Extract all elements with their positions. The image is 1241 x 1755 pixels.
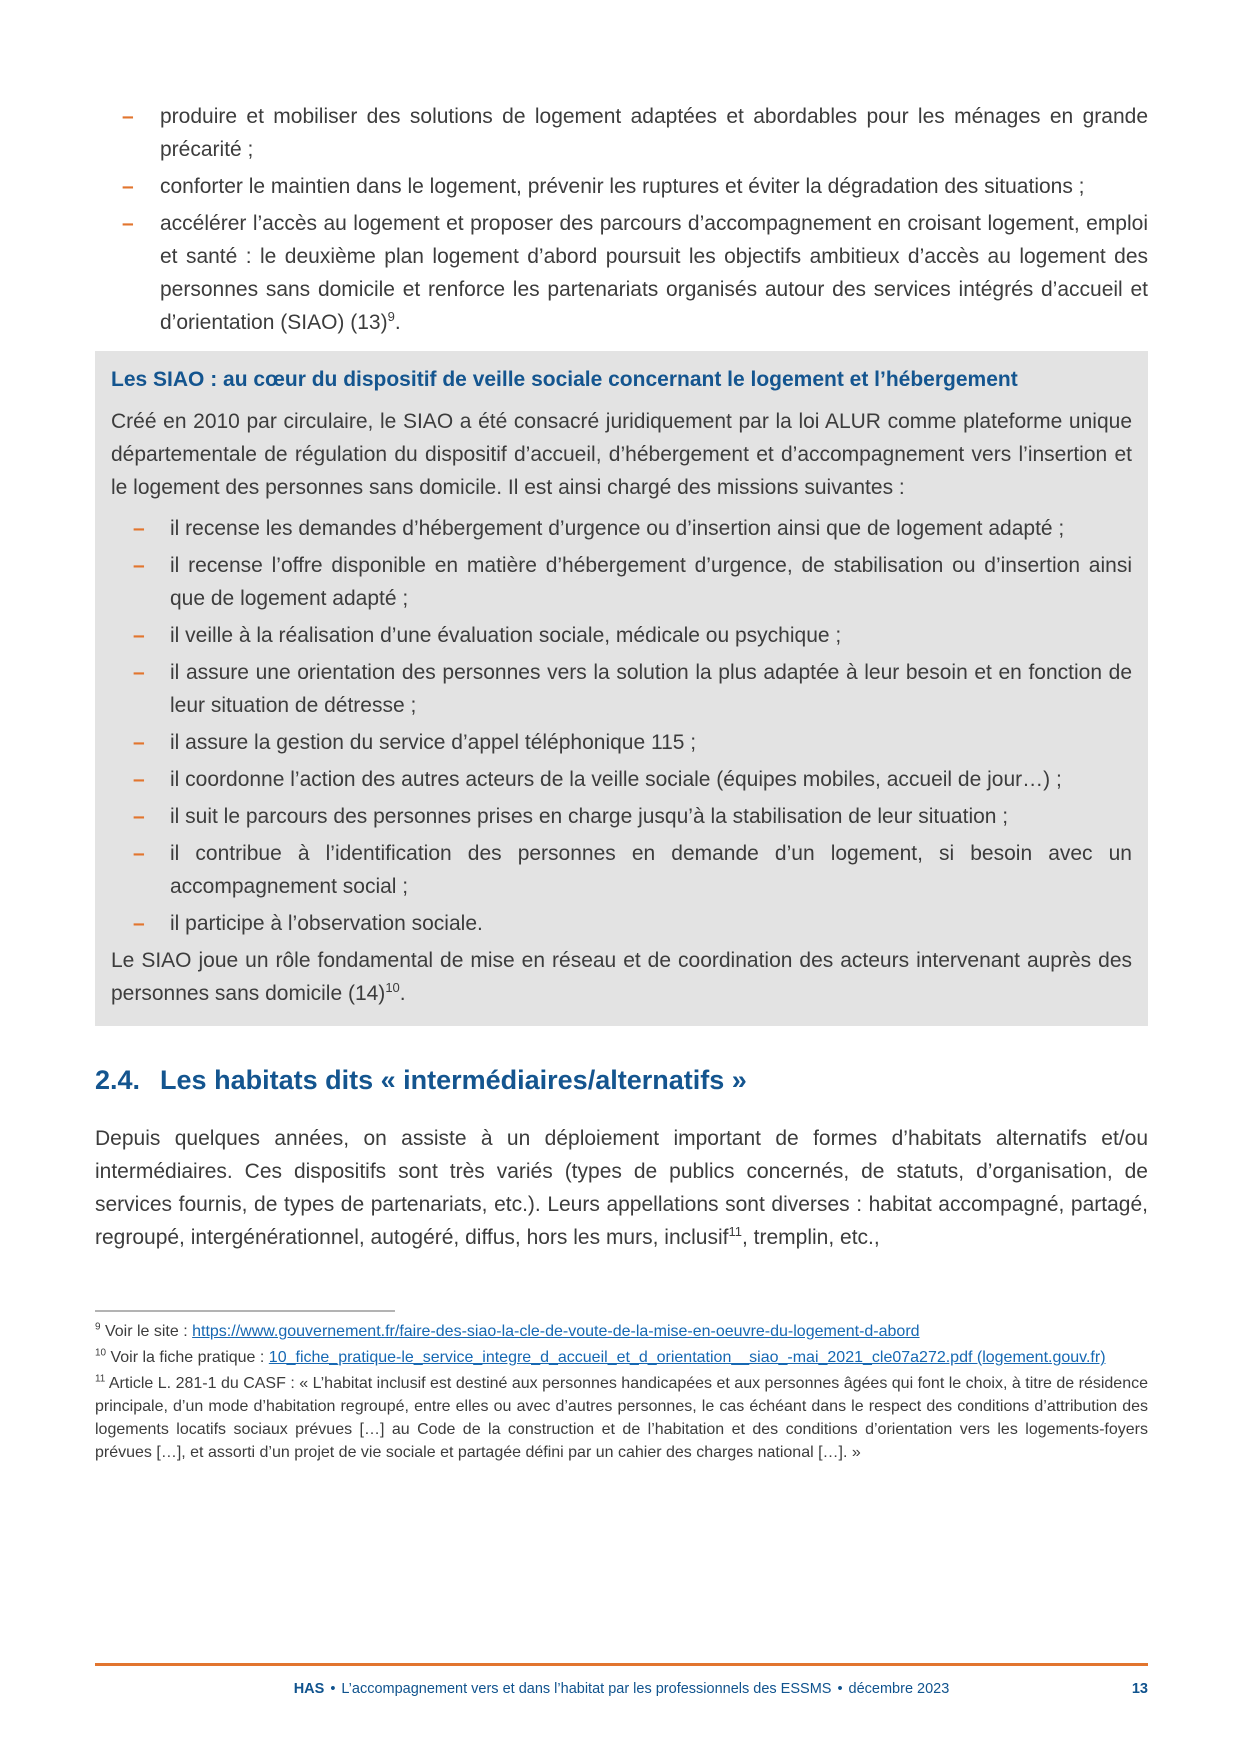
- dash-bullet: –: [133, 624, 145, 647]
- dash-bullet: –: [133, 517, 145, 540]
- list-item-text: il participe à l’observation sociale.: [170, 912, 483, 935]
- list-item: [111, 800, 1132, 833]
- box-outro-text: Le SIAO joue un rôle fondamental de mise en réseau et de coordination des acteurs intervenant auprès des personnes sans domicile (14): [111, 949, 1132, 1005]
- siao-info-box: [95, 351, 1148, 1026]
- footnote-ref: 10: [385, 980, 400, 995]
- box-outro-tail: .: [399, 982, 406, 1005]
- list-item-text: il contribue à l’identification des personnes en demande d’un logement, si besoin avec un accompagnement social ;: [170, 842, 1132, 898]
- list-item: [111, 619, 1132, 652]
- list-item-text-main: produire et mobiliser des solutions de logement adaptées et abordables pour les ménages en grande précarité ;: [160, 105, 1148, 161]
- footer-separator: •: [330, 1681, 336, 1697]
- footnote-number: 11: [95, 1373, 106, 1385]
- section-number: 2.4.: [95, 1065, 141, 1095]
- list-item: [95, 100, 1148, 166]
- box-title: Les SIAO : au cœur du dispositif de veille sociale concernant le logement et l’hébergement: [111, 368, 1018, 391]
- dash-bullet: –: [133, 661, 145, 684]
- paragraph-tail: , tremplin, etc.,: [741, 1226, 880, 1249]
- list-item: [95, 207, 1148, 339]
- footnote-link[interactable]: https://www.gouvernement.fr/faire-des-siao-la-cle-de-voute-de-la-mise-en-oeuvre-du-logement-d-abord: [192, 1323, 920, 1340]
- box-intro: Créé en 2010 par circulaire, le SIAO a été consacré juridiquement par la loi ALUR comme plateforme unique départementale de régulation du dispositif d’accueil, d’hébergement et d’accompagnement vers l’insertion et le logement des personnes sans domicile. Il est ainsi chargé des missions suivantes :: [111, 410, 1132, 499]
- list-item-text: il suit le parcours des personnes prises en charge jusqu’à la stabilisation de leur situation ;: [170, 805, 1009, 828]
- page-footer: [95, 1663, 1148, 1699]
- section-heading: [95, 1062, 1148, 1098]
- footer-text: [294, 1681, 950, 1697]
- footnote-text: Voir le site :: [100, 1323, 193, 1340]
- footnote-separator: [95, 1310, 395, 1312]
- list-item-text: il recense les demandes d’hébergement d’urgence ou d’insertion ainsi que de logement adapté ;: [170, 517, 1065, 540]
- list-item: [111, 837, 1132, 903]
- dash-bullet: –: [122, 212, 134, 235]
- list-item-text: il assure une orientation des personnes vers la solution la plus adaptée à leur besoin et en fonction de leur situation de détresse ;: [170, 661, 1132, 717]
- list-item-text: il assure la gestion du service d’appel téléphonique 115 ;: [170, 731, 697, 754]
- footnote: [95, 1346, 1148, 1369]
- dash-bullet: –: [133, 912, 145, 935]
- footnote: [95, 1372, 1148, 1464]
- footnote-text: Voir la fiche pratique :: [106, 1349, 269, 1366]
- list-item: [111, 656, 1132, 722]
- footer-line: [95, 1679, 1148, 1699]
- list-item: [111, 549, 1132, 615]
- footnote-number: 9: [95, 1321, 101, 1333]
- footnote-ref: 11: [728, 1224, 742, 1239]
- dash-bullet: –: [122, 175, 134, 198]
- intro-bullet-list: [95, 100, 1148, 339]
- footer-date: décembre 2023: [848, 1681, 950, 1697]
- footnote-number: 10: [95, 1347, 107, 1359]
- dash-bullet: –: [133, 768, 145, 791]
- footnote-ref: 9: [387, 309, 395, 324]
- list-item-text: il coordonne l’action des autres acteurs de la veille sociale (équipes mobiles, accueil de jour…) ;: [170, 768, 1062, 791]
- footnotes: [95, 1320, 1148, 1464]
- footer-separator: •: [837, 1681, 843, 1697]
- footnote-text: Article L. 281-1 du CASF : « L’habitat inclusif est destiné aux personnes handicapées et aux personnes âgées qui font le choix, à titre de résidence principale, d’un mode d’habitation regroupé, entre elles ou avec d’autres personnes, le cas échéant dans le respect des conditions d’attribution des logements locatifs sociaux prévues […] au Code de la construction et de l’habitation et des conditions d’orientation vers les logements-foyers prévues […], et assorti d’un projet de vie sociale et partagée défini par un cahier des charges national […]. »: [95, 1375, 1148, 1461]
- list-item: [95, 170, 1148, 203]
- list-item-text-main: conforter le maintien dans le logement, prévenir les ruptures et éviter la dégradation des situations ;: [160, 175, 1085, 198]
- list-item: [111, 763, 1132, 796]
- dash-bullet: –: [133, 805, 145, 828]
- siao-missions-list: [111, 512, 1132, 940]
- footer-brand: HAS: [293, 1681, 325, 1697]
- footnote: [95, 1320, 1148, 1343]
- list-item-text-main: accélérer l’accès au logement et proposer des parcours d’accompagnement en croisant logement, emploi et santé : le deuxième plan logement d’abord poursuit les objectifs ambitieux d’accès au logement des personnes sans domicile et renforce les partenariats organisés autour des services intégrés d’accueil et d’orientation (SIAO) (13): [160, 212, 1148, 334]
- body-paragraph: [95, 1122, 1148, 1254]
- list-item-text: [160, 207, 1148, 339]
- footnote-link[interactable]: 10_fiche_pratique-le_service_integre_d_accueil_et_d_orientation__siao_-mai_2021_cle07a272.pdf (logement.gouv.fr): [268, 1349, 1106, 1366]
- box-outro: [111, 944, 1132, 1010]
- list-item-text: [160, 100, 1148, 166]
- list-item-text: il recense l’offre disponible en matière d’hébergement d’urgence, de stabilisation ou d’insertion ainsi que de logement adapté ;: [170, 554, 1132, 610]
- dash-bullet: –: [133, 731, 145, 754]
- dash-bullet: –: [133, 554, 145, 577]
- footer-title: L’accompagnement vers et dans l’habitat par les professionnels des ESSMS: [341, 1681, 832, 1697]
- list-item-text: il veille à la réalisation d’une évaluation sociale, médicale ou psychique ;: [170, 624, 842, 647]
- footer-rule: [95, 1663, 1148, 1666]
- list-item: [111, 512, 1132, 545]
- section-title: Les habitats dits « intermédiaires/alternatifs »: [160, 1065, 747, 1095]
- list-item-text: [160, 170, 1148, 203]
- list-item: [111, 726, 1132, 759]
- dash-bullet: –: [133, 842, 145, 865]
- paragraph-text: Depuis quelques années, on assiste à un déploiement important de formes d’habitats alternatifs et/ou intermédiaires. Ces dispositifs sont très variés (types de publics concernés, de statuts, d’organisation, de services fournis, de types de partenariats, etc.). Leurs appellations sont diverses : habitat accompagné, partagé, regroupé, intergénérationnel, autogéré, diffus, hors les murs, inclusif: [95, 1127, 1148, 1249]
- list-item-text-tail: .: [394, 311, 401, 334]
- list-item: [111, 907, 1132, 940]
- dash-bullet: –: [122, 105, 134, 128]
- page-number: 13: [1131, 1681, 1148, 1697]
